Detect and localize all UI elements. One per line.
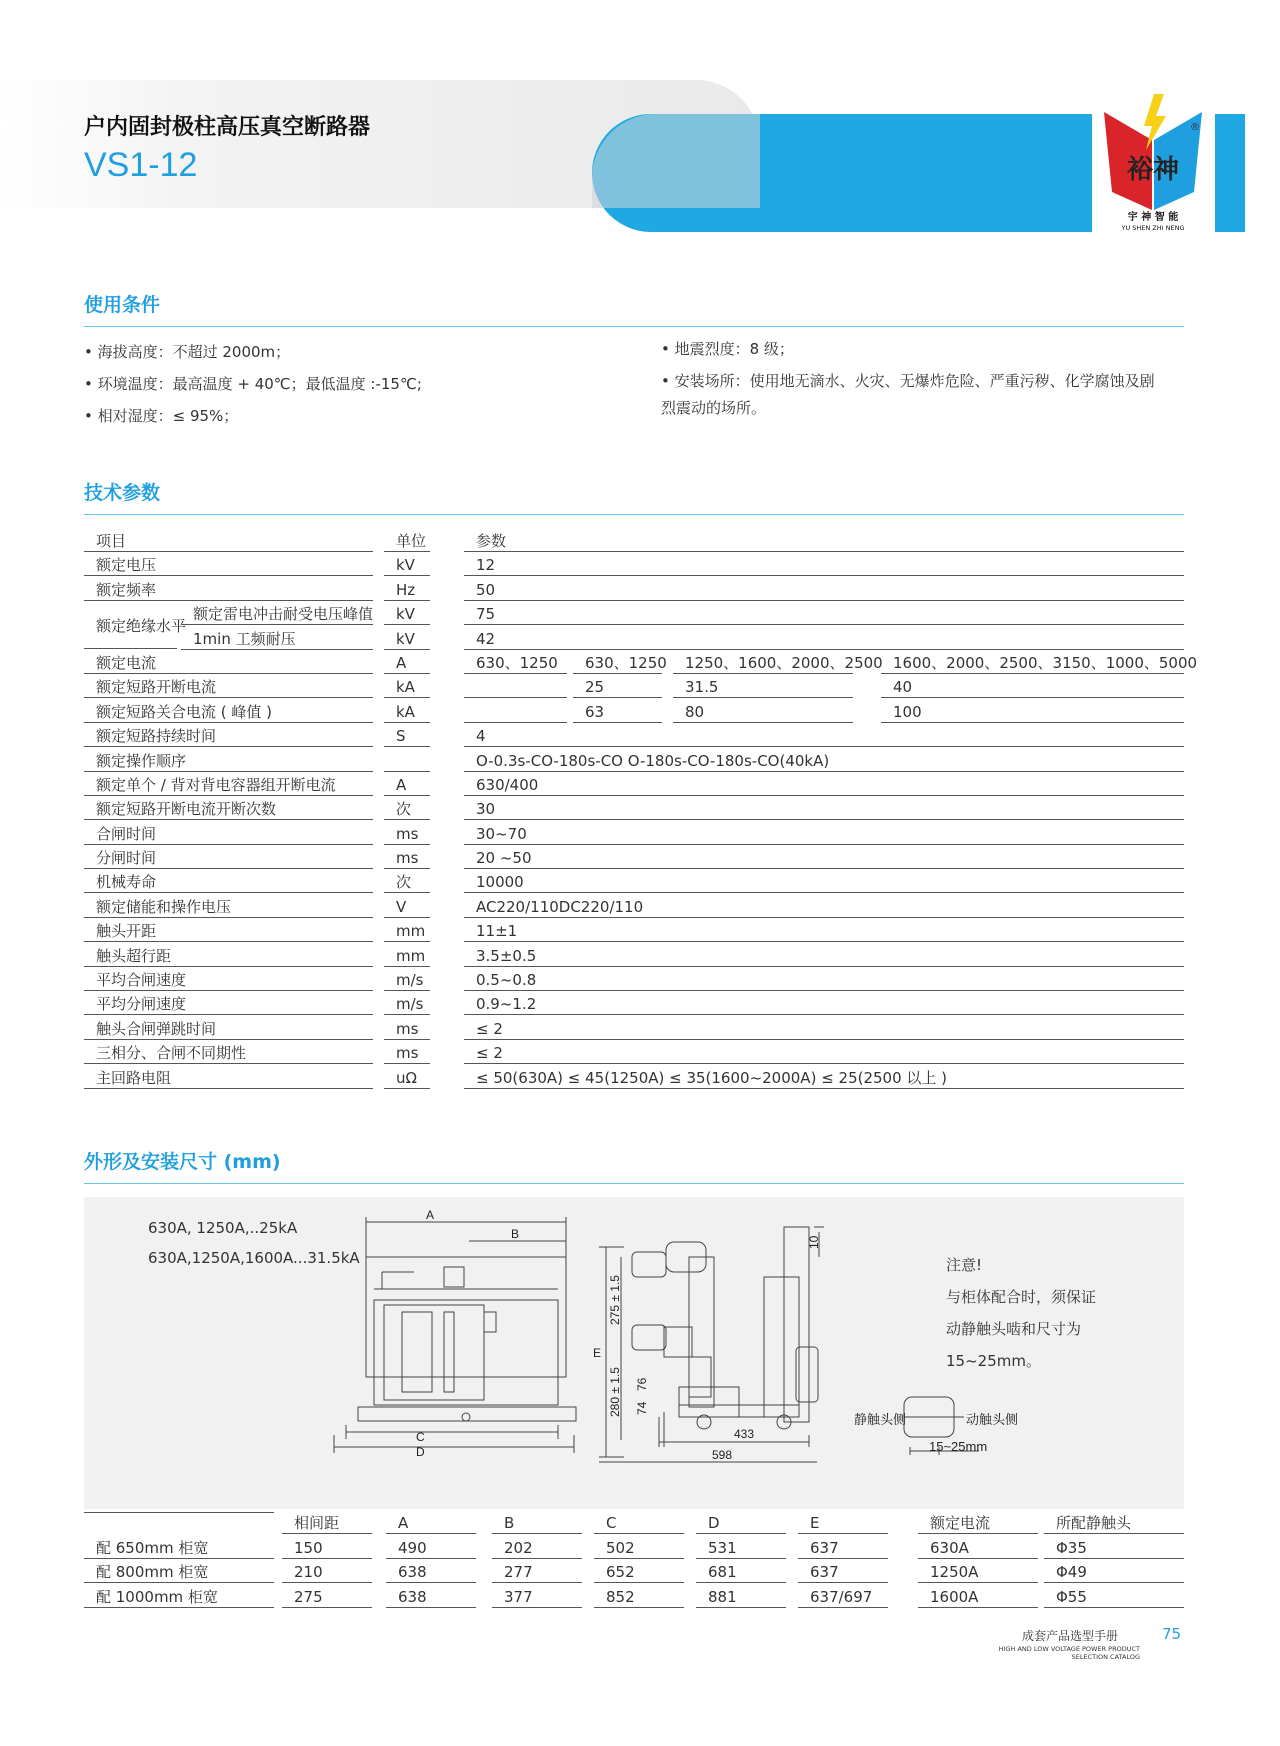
spec-cell: ms: [384, 1018, 430, 1040]
footer-catalog-cn: 成套产品选型手册: [1022, 1629, 1119, 1643]
dim-table-cell: 852: [594, 1586, 684, 1608]
dim-B: B: [511, 1227, 520, 1241]
conditions-left: [84, 336, 422, 432]
dim-table-cell: 637/697: [798, 1586, 888, 1608]
spec-cell: 平均合闸速度: [84, 969, 373, 991]
dim-table-cell: 1250A: [918, 1561, 1038, 1583]
spec-cell: 额定储能和操作电压: [84, 896, 373, 918]
dim-275: 275 ± 1.5: [608, 1275, 622, 1325]
page-number: 75: [1162, 1625, 1182, 1643]
spec-row: [84, 579, 1184, 603]
spec-row: [84, 993, 1184, 1017]
spec-cell: 额定短路持续时间: [84, 725, 373, 747]
spec-row: [84, 1067, 1184, 1091]
brand-en: YU SHEN ZHI NENG: [1121, 224, 1185, 232]
spec-cell: 20 ~50: [464, 847, 1184, 869]
spec-cell: kV: [384, 554, 430, 576]
spec-cell: kV: [384, 603, 430, 625]
spec-cell: 3.5±0.5: [464, 945, 1184, 967]
spec-cell: 10000: [464, 871, 1184, 893]
spec-cell: 30~70: [464, 823, 1184, 845]
spec-cell: 40: [881, 676, 1184, 698]
spec-cell: S: [384, 725, 430, 747]
spec-cell: 额定短路开断电流: [84, 676, 373, 698]
dim-table-cell: 502: [594, 1537, 684, 1559]
condition-line: • 安装场所：使用地无滴水、火灾、无爆炸危险、严重污秽、化学腐蚀及剧: [661, 372, 1155, 390]
dim-table-cell: A: [386, 1512, 476, 1534]
dim-table-cell: 630A: [918, 1537, 1038, 1559]
spec-cell: 630/400: [464, 774, 1184, 796]
dim-table-cell: 配 650mm 柜宽: [84, 1537, 274, 1559]
spec-row: [84, 847, 1184, 871]
spec-row: [84, 945, 1184, 969]
dim-table-cell: 275: [282, 1586, 372, 1608]
figure-caption: 630A, 1250A,..25kA: [148, 1219, 298, 1237]
section-title-dims: 外形及安装尺寸 (mm): [84, 1151, 281, 1173]
spec-row: [84, 969, 1184, 993]
dim-table-cell: 所配静触头: [1044, 1512, 1184, 1534]
spec-cell: 额定短路开断电流开断次数: [84, 798, 373, 820]
spec-cell: 项目: [84, 530, 373, 552]
brand-logo: [1092, 92, 1214, 232]
spec-cell: 额定电压: [84, 554, 373, 576]
spec-cell: [464, 676, 567, 698]
dim-table-row: [84, 1561, 1184, 1586]
header-blue-strip: [1215, 114, 1245, 232]
fit-note: [946, 1249, 1096, 1377]
spec-cell: 80: [673, 701, 853, 723]
spec-row: [84, 652, 1198, 676]
condition-line: • 相对湿度：≤ 95%；: [84, 407, 239, 425]
spec-row: [84, 774, 1184, 798]
spec-cell: A: [384, 652, 430, 674]
spec-cell: 机械寿命: [84, 871, 373, 893]
spec-cell: 触头超行距: [84, 945, 373, 967]
spec-cell: 0.9~1.2: [464, 993, 1184, 1015]
condition-line: • 环境温度：最高温度 + 40℃；最低温度 :-15℃;: [84, 375, 422, 393]
section-divider: [84, 326, 1184, 327]
spec-cell: 42: [464, 628, 1184, 650]
spec-row: [84, 554, 1184, 578]
spec-row: [84, 1018, 1184, 1042]
section-divider: [84, 1183, 1184, 1184]
dim-table-cell: B: [492, 1512, 582, 1534]
dim-10: 10: [807, 1235, 821, 1249]
spec-cell: 单位: [384, 530, 430, 552]
dim-table-cell: 637: [798, 1561, 888, 1583]
spec-cell: 次: [384, 871, 430, 893]
spec-cell: 额定单个 / 背对背电容器组开断电流: [84, 774, 373, 796]
spec-cell: uΩ: [384, 1067, 430, 1089]
spec-row: [84, 896, 1184, 920]
spec-cell: m/s: [384, 969, 430, 991]
spec-cell: 100: [881, 701, 1184, 723]
dim-table-cell: Φ35: [1044, 1537, 1184, 1559]
dim-table-cell: Φ49: [1044, 1561, 1184, 1583]
spec-cell: 参数: [464, 530, 1184, 552]
dim-table-cell: 881: [696, 1586, 786, 1608]
spec-cell: 1600、2000、2500、3150、1000、5000: [881, 652, 1184, 674]
spec-cell: m/s: [384, 993, 430, 1015]
dim-table-cell: 1600A: [918, 1586, 1038, 1608]
label-static-side: 静触头侧: [854, 1412, 907, 1427]
label-moving-side: 动触头侧: [966, 1412, 1019, 1427]
spec-row: [84, 603, 1184, 636]
label-range: 15~25mm: [929, 1439, 988, 1454]
spec-cell: 630、1250: [573, 652, 662, 674]
spec-cell: 合闸时间: [84, 823, 373, 845]
dim-table-cell: 637: [798, 1537, 888, 1559]
dim-table-cell: 150: [282, 1537, 372, 1559]
dim-table-cell: 681: [696, 1561, 786, 1583]
spec-row: [84, 676, 1184, 700]
spec-cell: 次: [384, 798, 430, 820]
spec-cell: 额定雷电冲击耐受电压峰值: [181, 603, 373, 625]
note-line: 与柜体配合时，须保证: [946, 1288, 1097, 1306]
dim-table-cell: 277: [492, 1561, 582, 1583]
dim-table-cell: 531: [696, 1537, 786, 1559]
spec-cell: 12: [464, 554, 1184, 576]
spec-row: [84, 920, 1184, 944]
dim-table-cell: 配 1000mm 柜宽: [84, 1586, 274, 1608]
spec-row: [84, 725, 1184, 749]
spec-cell: 平均分闸速度: [84, 993, 373, 1015]
dim-table-cell: D: [696, 1512, 786, 1534]
spec-cell: 触头合闸弹跳时间: [84, 1018, 373, 1040]
brand-cn: 宇 神 智 能: [1127, 212, 1179, 223]
spec-row: [84, 530, 1184, 554]
spec-cell: 63: [573, 701, 662, 723]
dim-C: C: [416, 1430, 425, 1444]
spec-cell: ≤ 50(630A) ≤ 45(1250A) ≤ 35(1600~2000A) ≤ 25(2500 以上 ): [464, 1067, 1184, 1089]
spec-cell: [464, 701, 567, 723]
spec-cell: 三相分、合闸不同期性: [84, 1042, 373, 1064]
spec-cell: 11±1: [464, 920, 1184, 942]
note-line: 15~25mm。: [946, 1352, 1041, 1370]
spec-row: [84, 798, 1184, 822]
dim-table-cell: 638: [386, 1586, 476, 1608]
spec-cell: 1min 工频耐压: [181, 628, 373, 650]
dimension-table: [84, 1512, 1184, 1610]
dim-A: A: [426, 1208, 435, 1222]
spec-cell: 1250、1600、2000、2500: [673, 652, 853, 674]
model-title: VS1-12: [84, 146, 198, 184]
spec-cell: 主回路电阻: [84, 1067, 373, 1089]
spec-cell: mm: [384, 945, 430, 967]
spec-cell: ≤ 2: [464, 1042, 1184, 1064]
dim-table-cell: 相间距: [282, 1512, 372, 1534]
spec-cell: 31.5: [673, 676, 853, 698]
dim-table-cell: C: [594, 1512, 684, 1534]
spec-cell: 触头开距: [84, 920, 373, 942]
spec-cell: 额定电流: [84, 652, 373, 674]
spec-cell: 分闸时间: [84, 847, 373, 869]
dimension-figure: [84, 1197, 1184, 1509]
note-line: 动静触头啮和尺寸为: [946, 1320, 1082, 1338]
spec-row: [84, 701, 1184, 725]
dim-433: 433: [734, 1427, 755, 1441]
spec-cell: 0.5~0.8: [464, 969, 1184, 991]
condition-line: • 地震烈度：8 级；: [661, 340, 794, 358]
spec-cell: A: [384, 774, 430, 796]
footer-en-line: SELECTION CATALOG: [1071, 1653, 1140, 1661]
conditions-right: [661, 336, 1155, 422]
dim-table-cell: 210: [282, 1561, 372, 1583]
dim-table-cell: Φ55: [1044, 1586, 1184, 1608]
dim-280: 280 ± 1.5: [608, 1367, 622, 1417]
spec-cell: 630、1250: [464, 652, 567, 674]
spec-cell: 30: [464, 798, 1184, 820]
spec-group-label: 额定绝缘水平: [84, 603, 177, 649]
spec-cell: 50: [464, 579, 1184, 601]
spec-cell: Hz: [384, 579, 430, 601]
spec-cell: V: [384, 896, 430, 918]
dim-598: 598: [712, 1448, 733, 1462]
spec-row: [84, 823, 1184, 847]
spec-cell: 额定频率: [84, 579, 373, 601]
page-title: 户内固封极柱高压真空断路器: [84, 115, 371, 140]
dim-76: 76: [635, 1377, 649, 1391]
dim-E: E: [593, 1346, 602, 1360]
dim-table-row: [84, 1586, 1184, 1611]
spec-cell: O-0.3s-CO-180s-CO O-180s-CO-180s-CO(40kA): [464, 750, 1184, 772]
dim-table-row: [84, 1537, 1184, 1562]
section-title-conditions: 使用条件: [84, 294, 161, 316]
dim-table-cell: E: [798, 1512, 888, 1534]
dim-74: 74: [635, 1401, 649, 1415]
logo-glyph: 裕神: [1126, 155, 1180, 185]
footer-catalog-en: [999, 1645, 1140, 1661]
spec-row: [84, 628, 1184, 652]
spec-cell: 额定操作顺序: [84, 750, 373, 772]
spec-cell: ms: [384, 847, 430, 869]
spec-cell: 25: [573, 676, 662, 698]
dim-table-cell: 377: [492, 1586, 582, 1608]
dim-table-cell: 额定电流: [918, 1512, 1038, 1534]
registered-mark: ®: [1190, 122, 1200, 133]
spec-cell: ≤ 2: [464, 1018, 1184, 1040]
spec-row: [84, 750, 1184, 774]
spec-table: [84, 530, 1198, 1091]
spec-cell: ms: [384, 1042, 430, 1064]
header-overlap: [592, 114, 760, 208]
section-divider: [84, 514, 1184, 515]
spec-cell: kA: [384, 676, 430, 698]
spec-row: [84, 1042, 1184, 1066]
footer-en-line: HIGH AND LOW VOLTAGE POWER PRODUCT: [998, 1645, 1140, 1653]
dim-table-cell: [84, 1512, 274, 1534]
spec-cell: 4: [464, 725, 1184, 747]
condition-line: 烈震动的场所。: [661, 399, 767, 417]
dim-table-cell: 638: [386, 1561, 476, 1583]
dim-table-cell: 652: [594, 1561, 684, 1583]
dim-table-header: [84, 1512, 1184, 1537]
spec-cell: [384, 750, 430, 772]
dim-D: D: [416, 1445, 425, 1459]
dim-table-cell: 202: [492, 1537, 582, 1559]
dim-table-cell: 490: [386, 1537, 476, 1559]
dim-table-cell: 配 800mm 柜宽: [84, 1561, 274, 1583]
condition-line: • 海拔高度：不超过 2000m；: [84, 343, 291, 361]
figure-caption: 630A,1250A,1600A...31.5kA: [148, 1249, 360, 1267]
spec-cell: 75: [464, 603, 1184, 625]
spec-cell: mm: [384, 920, 430, 942]
spec-cell: ms: [384, 823, 430, 845]
note-line: 注意!: [946, 1256, 983, 1274]
spec-cell: AC220/110DC220/110: [464, 896, 1184, 918]
spec-cell: 额定短路关合电流 ( 峰值 ): [84, 701, 373, 723]
spec-row: [84, 871, 1184, 895]
spec-cell: kV: [384, 628, 430, 650]
spec-cell: kA: [384, 701, 430, 723]
section-title-specs: 技术参数: [84, 482, 161, 504]
